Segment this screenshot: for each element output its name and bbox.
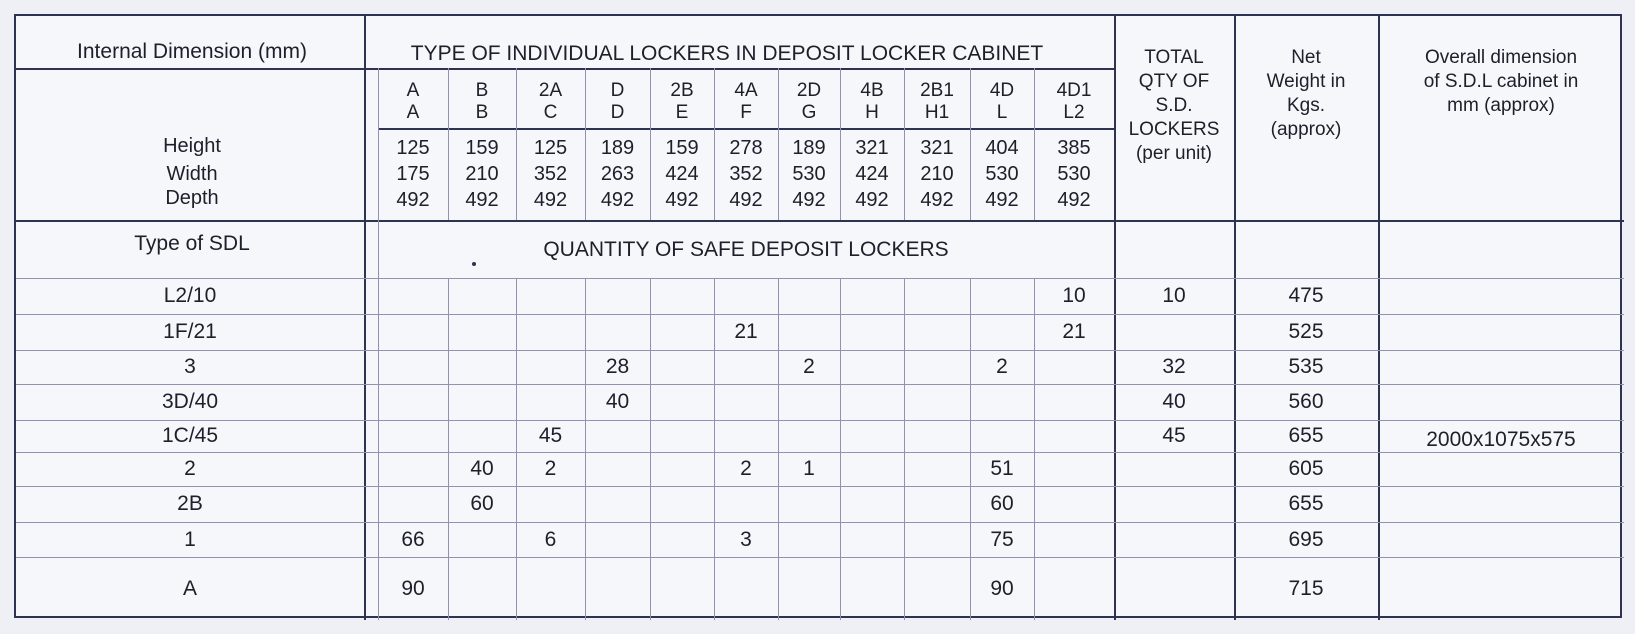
- sdl-type: L2/10: [163, 284, 217, 307]
- divider-weight: [1234, 16, 1236, 620]
- locker-quantity: 66: [401, 527, 425, 551]
- depth-label: Depth: [165, 187, 219, 209]
- locker-width: 352: [729, 163, 763, 185]
- total-qty-label-line: TOTAL: [1144, 47, 1204, 68]
- locker-code-secondary: F: [740, 102, 752, 123]
- sdl-type: 1C/45: [161, 424, 219, 447]
- locker-quantity: 75: [990, 527, 1014, 551]
- locker-quantity: 60: [470, 492, 494, 515]
- net-weight-label-line: (approx): [1270, 119, 1342, 140]
- total-qty-value: 32: [1162, 355, 1186, 378]
- subcol-left-border: [378, 68, 379, 620]
- locker-types-title: TYPE OF INDIVIDUAL LOCKERS IN DEPOSIT LOCKER CABINET: [410, 42, 1044, 65]
- header-divider: [16, 68, 1114, 70]
- net-weight-value: 655: [1288, 424, 1324, 447]
- qty-header-divider: [364, 278, 1114, 279]
- locker-depth: 492: [665, 189, 699, 211]
- locker-quantity: 40: [470, 457, 494, 480]
- net-weight-value: 475: [1288, 284, 1324, 307]
- qty-col-divider: [585, 278, 586, 620]
- locker-col-divider: [778, 68, 779, 220]
- locker-code-primary: 4A: [734, 80, 758, 101]
- locker-height: 321: [855, 137, 889, 159]
- row-divider: [16, 452, 1624, 453]
- locker-code-primary: 4D1: [1056, 80, 1092, 101]
- locker-quantity: 90: [401, 576, 425, 600]
- total-qty-label-line: QTY OF: [1138, 71, 1210, 92]
- locker-code-secondary: D: [610, 102, 625, 123]
- locker-quantity: 2: [996, 355, 1008, 378]
- qty-col-divider: [778, 278, 779, 620]
- locker-code-primary: 4B: [860, 80, 884, 101]
- net-weight-label-line: Net: [1291, 47, 1321, 68]
- locker-code-primary: 4D: [989, 80, 1015, 101]
- locker-code-primary: A: [406, 80, 420, 101]
- locker-col-divider: [448, 68, 449, 220]
- locker-height: 189: [792, 137, 826, 159]
- locker-col-divider: [585, 68, 586, 220]
- row-divider: [16, 557, 1624, 558]
- internal-dimension-label: Internal Dimension (mm): [77, 40, 307, 63]
- row-divider: [16, 522, 1624, 523]
- net-weight-value: 695: [1288, 527, 1324, 551]
- locker-depth: 492: [920, 189, 954, 211]
- locker-code-secondary: G: [801, 102, 817, 123]
- locker-quantity: 51: [990, 457, 1014, 480]
- locker-depth: 492: [855, 189, 889, 211]
- sdl-type: 3D/40: [161, 390, 219, 413]
- locker-width: 210: [920, 163, 954, 185]
- locker-quantity: 2: [740, 457, 752, 480]
- total-qty-label-line: (per unit): [1135, 143, 1213, 164]
- sdl-type: 1F/21: [163, 320, 217, 343]
- total-qty-label-line: S.D.: [1155, 95, 1193, 116]
- qty-col-divider: [650, 278, 651, 620]
- locker-code-secondary: H: [865, 102, 879, 123]
- sdl-type: 3: [184, 355, 196, 378]
- qty-col-divider: [1034, 278, 1035, 620]
- locker-height: 159: [465, 137, 499, 159]
- locker-height: 159: [665, 137, 699, 159]
- locker-width: 424: [665, 163, 699, 185]
- locker-quantity: 21: [1062, 320, 1086, 343]
- total-qty-label-line: LOCKERS: [1128, 119, 1220, 140]
- quantity-title: QUANTITY OF SAFE DEPOSIT LOCKERS: [543, 238, 949, 261]
- sdl-type: 1: [184, 527, 196, 551]
- locker-col-divider: [1034, 68, 1035, 220]
- width-label: Width: [166, 163, 218, 185]
- net-weight-value: 605: [1288, 457, 1324, 480]
- net-weight-value: 535: [1288, 355, 1324, 378]
- locker-code-primary: 2B1: [920, 80, 954, 101]
- sdl-type: 2B: [177, 492, 203, 515]
- locker-width: 424: [855, 163, 889, 185]
- qty-col-divider: [840, 278, 841, 620]
- net-weight-value: 655: [1288, 492, 1324, 515]
- total-qty-value: 45: [1162, 424, 1186, 447]
- locker-depth: 492: [465, 189, 499, 211]
- locker-depth: 492: [1057, 189, 1091, 211]
- locker-code-primary: 2A: [538, 80, 563, 101]
- locker-depth: 492: [533, 189, 568, 211]
- locker-quantity: 21: [734, 320, 758, 343]
- locker-width: 530: [1057, 163, 1091, 185]
- locker-code-primary: 2B: [670, 80, 694, 101]
- locker-height: 125: [533, 137, 568, 159]
- dims-divider: [378, 128, 1114, 130]
- locker-height: 321: [920, 137, 954, 159]
- locker-quantity: 45: [538, 424, 563, 447]
- locker-quantity: 28: [605, 355, 630, 378]
- net-weight-value: 560: [1288, 390, 1324, 413]
- locker-code-primary: B: [475, 80, 489, 101]
- locker-quantity: 60: [990, 492, 1014, 515]
- locker-col-divider: [516, 68, 517, 220]
- locker-code-primary: 2D: [796, 80, 822, 101]
- locker-width: 530: [985, 163, 1019, 185]
- locker-depth: 492: [600, 189, 635, 211]
- qty-col-divider: [904, 278, 905, 620]
- locker-quantity: 90: [990, 576, 1014, 600]
- locker-quantity: 6: [544, 527, 557, 551]
- row-divider: [16, 350, 1624, 351]
- locker-quantity: 40: [605, 390, 630, 413]
- locker-depth: 492: [396, 189, 430, 211]
- locker-col-divider: [650, 68, 651, 220]
- row-divider: [16, 314, 1624, 315]
- net-weight-value: 715: [1288, 576, 1324, 600]
- locker-depth: 492: [792, 189, 826, 211]
- sdl-type: 2: [184, 457, 196, 480]
- locker-code-secondary: B: [475, 102, 489, 123]
- section-divider: [16, 220, 1624, 222]
- overall-dimension-value: 2000x1075x575: [1426, 428, 1576, 451]
- overall-dim-label-line: mm (approx): [1447, 95, 1555, 116]
- row-divider: [16, 384, 1624, 385]
- locker-height: 404: [985, 137, 1019, 159]
- qty-col-divider: [970, 278, 971, 620]
- locker-depth: 492: [729, 189, 763, 211]
- locker-width: 210: [465, 163, 499, 185]
- overall-dim-label-line: Overall dimension: [1424, 47, 1578, 68]
- qty-col-divider: [448, 278, 449, 620]
- locker-code-secondary: E: [675, 102, 689, 123]
- total-qty-value: 10: [1162, 284, 1186, 307]
- locker-col-divider: [904, 68, 905, 220]
- height-label: Height: [163, 135, 221, 157]
- row-divider: [16, 420, 1624, 421]
- locker-col-divider: [714, 68, 715, 220]
- divider-total: [1114, 16, 1116, 620]
- locker-width: 175: [396, 163, 430, 185]
- qty-col-divider: [714, 278, 715, 620]
- sdl-type: A: [182, 576, 198, 600]
- divider-left-block: [364, 16, 366, 620]
- locker-quantity: 2: [544, 457, 557, 480]
- locker-width: 352: [533, 163, 568, 185]
- total-qty-value: 40: [1162, 390, 1186, 413]
- locker-height: 278: [729, 137, 763, 159]
- overall-dim-label-line: of S.D.L cabinet in: [1423, 71, 1579, 92]
- locker-quantity: 10: [1062, 284, 1086, 307]
- locker-quantity: 2: [803, 355, 815, 378]
- locker-col-divider: [840, 68, 841, 220]
- locker-quantity: 3: [740, 527, 752, 551]
- locker-spec-table: [14, 14, 1622, 618]
- locker-width: 530: [792, 163, 826, 185]
- locker-height: 189: [600, 137, 635, 159]
- divider-overall: [1378, 16, 1380, 620]
- right-header-divider: [1114, 278, 1624, 279]
- net-weight-value: 525: [1288, 320, 1324, 343]
- locker-code-secondary: C: [543, 102, 558, 123]
- locker-height: 125: [396, 137, 430, 159]
- locker-height: 385: [1057, 137, 1091, 159]
- locker-depth: 492: [985, 189, 1019, 211]
- locker-code-secondary: H1: [924, 102, 950, 123]
- net-weight-label-line: Weight in: [1266, 71, 1346, 92]
- type-header-divider: [16, 278, 364, 279]
- qty-col-divider: [516, 278, 517, 620]
- type-of-sdl-label: Type of SDL: [134, 232, 250, 255]
- locker-code-primary: D: [610, 80, 625, 101]
- locker-col-divider: [970, 68, 971, 220]
- locker-code-secondary: L2: [1063, 102, 1085, 123]
- row-divider: [16, 486, 1624, 487]
- locker-code-secondary: L: [996, 102, 1008, 123]
- locker-code-secondary: A: [406, 102, 420, 123]
- net-weight-label-line: Kgs.: [1286, 95, 1326, 116]
- decorative-dot: [472, 262, 476, 266]
- locker-width: 263: [600, 163, 635, 185]
- locker-quantity: 1: [803, 457, 815, 480]
